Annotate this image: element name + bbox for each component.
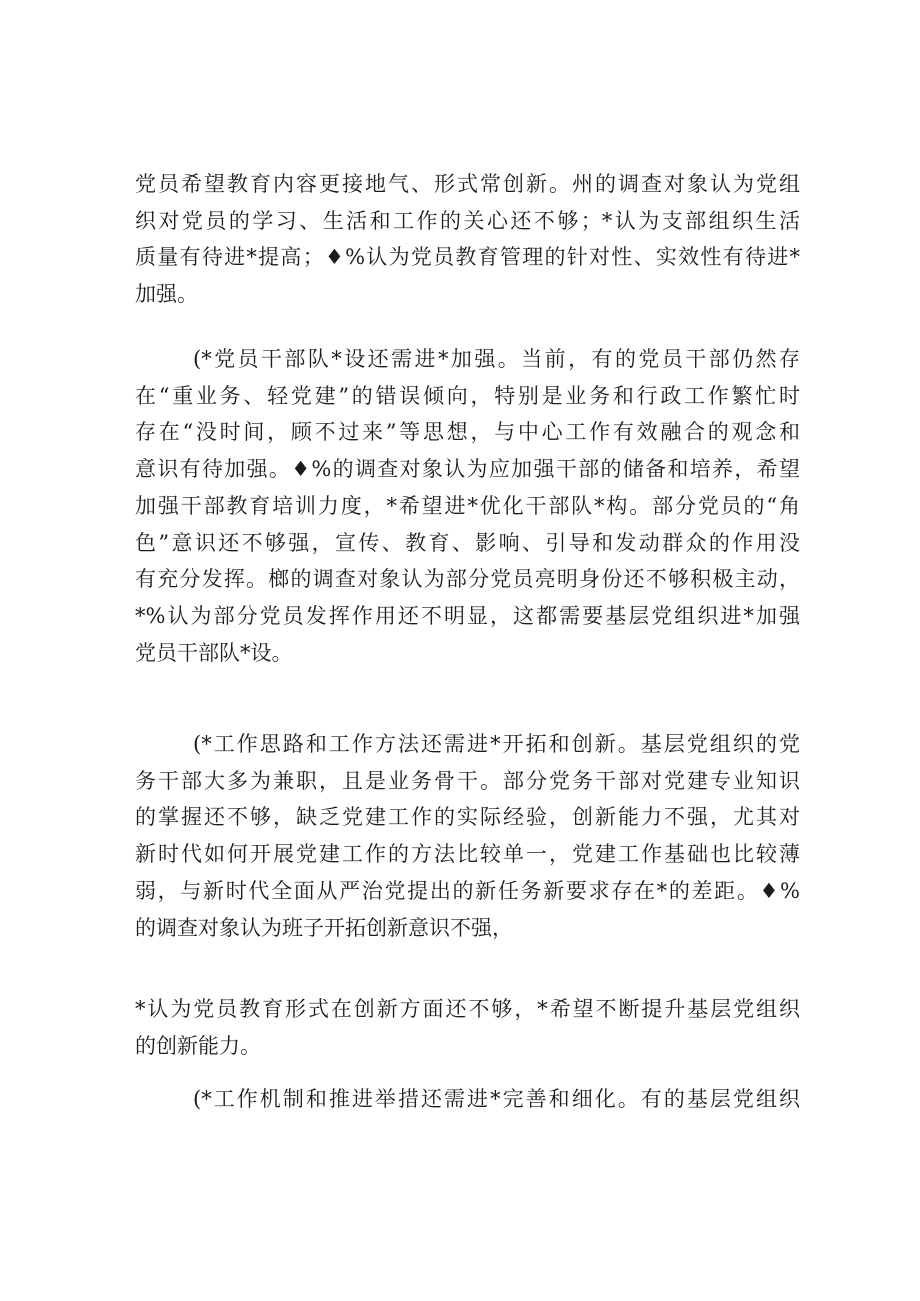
text-line: 加强干部教育培训力度，*希望进*优化干部队*构。部分党员的“角 (135, 493, 800, 518)
text-line: *%认为部分党员发挥作用还不明显，这都需要基层党组织进*加强 (135, 603, 800, 628)
paragraph-3 (135, 726, 800, 946)
text-line: 的创新能力。 (135, 1033, 261, 1058)
text-line: 党员干部队*设。 (135, 640, 293, 665)
text-line: 在“重业务、轻党建”的错误倾向，特别是业务和行政工作繁忙时 (135, 383, 800, 408)
text-line: (*工作思路和工作方法还需进*开拓和创新。基层党组织的党 (193, 732, 800, 756)
text-line: 织对党员的学习、生活和工作的关心还不够；*认为支部组织生活 (135, 208, 800, 233)
paragraph-4 (135, 991, 800, 1064)
text-line: (*党员干部队*设还需进*加强。当前，有的党员干部仍然存 (193, 347, 800, 371)
paragraph-1 (135, 166, 800, 313)
paragraph-2 (135, 341, 800, 671)
text-line: 色”意识还不够强，宣传、教育、影响、引导和发动群众的作用没 (135, 530, 800, 555)
text-line: 存在“没时间，顾不过来”等思想，与中心工作有效融合的观念和 (135, 420, 800, 445)
text-line: (*工作机制和推进举措还需进*完善和细化。有的基层党组织 (193, 1087, 800, 1111)
text-line: 新时代如何开展党建工作的方法比较单一，党建工作基础也比较薄 (135, 842, 800, 867)
text-line: 的调查对象认为班子开拓创新意识不强， (135, 915, 513, 940)
paragraph-5 (135, 1081, 800, 1118)
text-line: *认为党员教育形式在创新方面还不够，*希望不断提升基层党组织 (135, 997, 800, 1021)
text-line: 意识有待加强。♦%的调查对象认为应加强干部的储备和培养，希望 (135, 457, 800, 482)
text-line: 有充分发挥。榔的调查对象认为部分党员亮明身份还不够积极主动， (135, 567, 800, 592)
text-line: 质量有待进*提高；♦%认为党员教育管理的针对性、实效性有待进* (135, 245, 800, 270)
text-line: 务干部大多为兼职，且是业务骨干。部分党务干部对党建专业知识 (135, 768, 800, 793)
text-line: 弱，与新时代全面从严治党提出的新任务新要求存在*的差距。♦% (135, 878, 800, 903)
text-line: 的掌握还不够，缺乏党建工作的实际经验，创新能力不强，尤其对 (135, 805, 800, 830)
text-line: 党员希望教育内容更接地气、形式常创新。州的调查对象认为党组 (135, 172, 800, 196)
text-line: 加强。 (135, 282, 198, 307)
